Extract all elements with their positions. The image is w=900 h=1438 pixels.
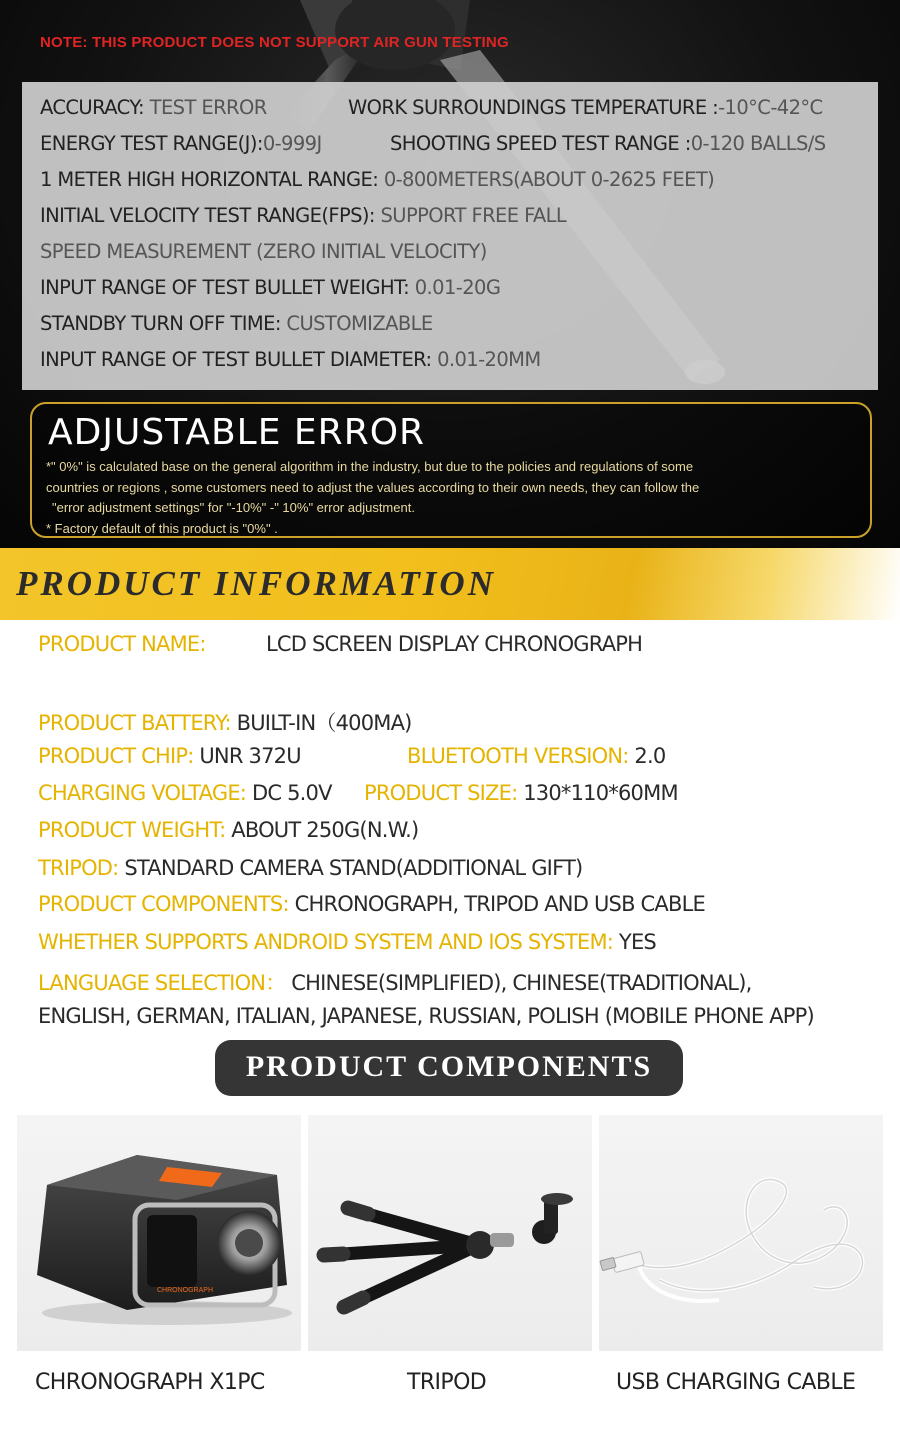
spec-label: INPUT RANGE OF TEST BULLET DIAMETER:	[40, 348, 432, 371]
error-line-4: * Factory default of this product is "0%" .	[46, 520, 278, 536]
caption-chronograph: CHRONOGRAPH X1PC	[35, 1370, 265, 1395]
info-label: PRODUCT CHIP:	[38, 744, 194, 768]
spec-energy	[40, 132, 322, 155]
info-language-cont	[38, 1004, 814, 1028]
info-value: CHRONOGRAPH, TRIPOD AND USB CABLE	[288, 892, 705, 916]
error-line-2: countries or regions , some customers need to adjust the values according to their own needs, they can follow the	[46, 479, 700, 495]
usb-cable-photo	[599, 1115, 883, 1351]
info-label: LANGUAGE SELECTION：	[38, 971, 286, 995]
info-bluetooth	[407, 744, 665, 768]
info-battery	[38, 707, 412, 737]
adjustable-error-text	[46, 457, 864, 539]
info-value: 130*110*60MM	[517, 781, 678, 805]
spec-bullet-diameter	[40, 348, 541, 371]
spec-value: 0-120 BALLS/S	[690, 132, 826, 155]
info-voltage	[38, 781, 332, 805]
info-label: PRODUCT NAME:	[38, 632, 206, 656]
spec-bullet-weight	[40, 276, 500, 299]
info-label: PRODUCT COMPONENTS:	[38, 892, 289, 916]
spec-value: CUSTOMIZABLE	[280, 312, 433, 335]
info-value: STANDARD CAMERA STAND(ADDITIONAL GIFT)	[118, 856, 583, 880]
spec-value: 0.01-20G	[409, 276, 501, 299]
info-components	[38, 892, 705, 916]
spec-value: SPEED MEASUREMENT (ZERO INITIAL VELOCITY)	[40, 240, 487, 263]
product-information-title: PRODUCT INFORMATION	[16, 564, 496, 603]
spec-value: TEST ERROR	[144, 96, 267, 119]
caption-usb-cable: USB CHARGING CABLE	[616, 1370, 856, 1395]
info-os-support	[38, 930, 656, 954]
info-label: PRODUCT BATTERY:	[38, 711, 231, 735]
spec-label: STANDBY TURN OFF TIME:	[40, 312, 281, 335]
info-value: ABOUT 250G(N.W.)	[225, 818, 419, 842]
product-components-header	[215, 1040, 683, 1096]
spec-label: 1 METER HIGH HORIZONTAL RANGE:	[40, 168, 379, 191]
info-label: CHARGING VOLTAGE:	[38, 781, 247, 805]
spec-horizontal-range	[40, 168, 714, 191]
product-information-banner	[0, 548, 900, 620]
info-value: CHINESE(SIMPLIFIED), CHINESE(TRADITIONAL),	[285, 971, 752, 995]
info-chip	[38, 744, 301, 768]
spec-value: -10°C-42°C	[718, 96, 823, 119]
error-line-1: *" 0%" is calculated base on the general algorithm in the industry, but due to the policies and regulations of some	[46, 459, 694, 474]
spec-shooting-speed	[390, 132, 826, 155]
spec-velocity	[40, 204, 566, 227]
spec-temperature	[348, 96, 823, 119]
spec-value: SUPPORT FREE FALL	[374, 204, 567, 227]
spec-value: 0-800METERS(ABOUT 0-2625 FEET)	[378, 168, 715, 191]
spec-label: WORK SURROUNDINGS TEMPERATURE :	[348, 96, 719, 119]
info-value: ENGLISH, GERMAN, ITALIAN, JAPANESE, RUSSIAN, POLISH (MOBILE PHONE APP)	[38, 1004, 814, 1028]
spec-section	[0, 0, 900, 548]
info-value: BUILT-IN（400MA)	[230, 711, 412, 735]
info-label: PRODUCT WEIGHT:	[38, 818, 226, 842]
adjustable-error-title: ADJUSTABLE ERROR	[48, 412, 426, 453]
info-label: WHETHER SUPPORTS ANDROID SYSTEM AND IOS SYSTEM:	[38, 930, 614, 954]
adjustable-error-box	[30, 402, 872, 538]
spec-label: INITIAL VELOCITY TEST RANGE(FPS):	[40, 204, 375, 227]
info-label: BLUETOOTH VERSION:	[407, 744, 629, 768]
chronograph-device-label: CHRONOGRAPH	[157, 1287, 214, 1294]
spec-value: 0.01-20MM	[431, 348, 541, 371]
info-size	[364, 781, 678, 805]
tripod-photo	[308, 1115, 592, 1351]
spec-label: ACCURACY:	[40, 96, 145, 119]
spec-label: INPUT RANGE OF TEST BULLET WEIGHT:	[40, 276, 410, 299]
info-label: PRODUCT SIZE:	[364, 781, 518, 805]
info-value: YES	[613, 930, 656, 954]
spec-label: ENERGY TEST RANGE(J):	[40, 132, 263, 155]
info-product-name-value: LCD SCREEN DISPLAY CHRONOGRAPH	[266, 632, 643, 656]
spec-accuracy	[40, 96, 267, 119]
chronograph-icon	[17, 1115, 301, 1351]
spec-velocity-cont	[40, 240, 487, 263]
info-value: 2.0	[628, 744, 666, 768]
chronograph-photo	[17, 1115, 301, 1351]
error-line-3: "error adjustment settings" for "-10%" -" 10%" error adjustment.	[52, 500, 415, 515]
info-weight	[38, 818, 418, 842]
spec-label: SHOOTING SPEED TEST RANGE :	[390, 132, 691, 155]
tripod-icon	[308, 1115, 592, 1351]
info-label: TRIPOD:	[38, 856, 119, 880]
info-product-name	[38, 632, 206, 656]
air-gun-note: NOTE: THIS PRODUCT DOES NOT SUPPORT AIR GUN TESTING	[40, 34, 509, 51]
info-tripod	[38, 856, 582, 880]
info-language	[38, 967, 751, 997]
product-components-title: PRODUCT COMPONENTS	[245, 1050, 653, 1083]
spec-standby	[40, 312, 433, 335]
spec-value: 0-999J	[262, 132, 322, 155]
usb-cable-icon	[599, 1115, 883, 1351]
specs-panel	[22, 82, 878, 390]
caption-tripod: TRIPOD	[407, 1370, 487, 1395]
info-value: DC 5.0V	[246, 781, 332, 805]
info-value: UNR 372U	[193, 744, 301, 768]
